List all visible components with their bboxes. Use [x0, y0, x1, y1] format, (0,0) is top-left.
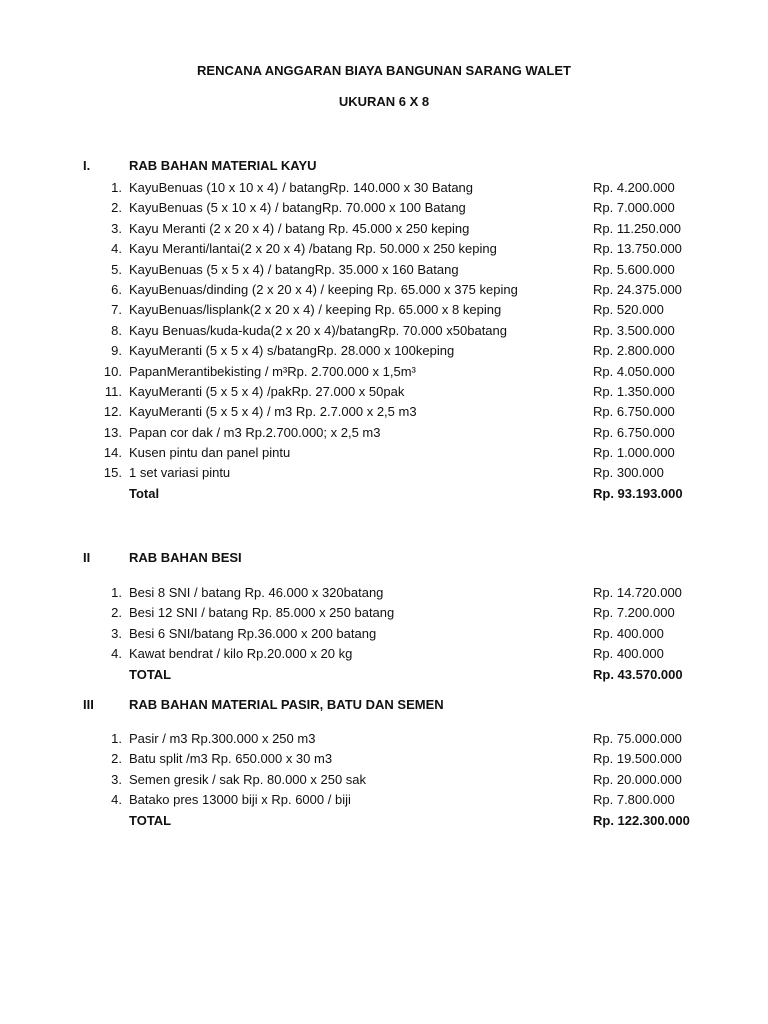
row-number: 14. [103, 445, 122, 461]
section-title: RAB BAHAN BESI [129, 550, 242, 565]
total-amount: Rp. 43.570.000 [593, 666, 683, 682]
row-description: KayuBenuas/lisplank(2 x 20 x 4) / keeping Rp. 65.000 x 8 keping [129, 302, 502, 318]
table-row [0, 463, 768, 483]
row-amount: Rp. 4.050.000 [593, 363, 675, 379]
row-number: 4. [111, 646, 122, 662]
section-besi [0, 550, 768, 685]
row-amount: Rp. 6.750.000 [593, 404, 675, 420]
row-number: 1. [111, 585, 122, 600]
table-row [0, 178, 768, 198]
row-description: PapanMerantibekisting / m³Rp. 2.700.000 x 1,5m³ [129, 363, 416, 379]
total-row [0, 484, 768, 504]
table-row [0, 198, 768, 218]
row-amount: Rp. 6.750.000 [593, 424, 675, 440]
table-row [0, 382, 768, 402]
total-label: TOTAL [129, 666, 172, 682]
row-number: 12. [103, 404, 122, 420]
row-description: KayuMeranti (5 x 5 x 4) / m3 Rp. 2.7.000 x 2,5 m3 [129, 404, 417, 420]
row-amount: Rp. 400.000 [593, 625, 664, 641]
row-description: KayuMeranti (5 x 5 x 4) s/batangRp. 28.000 x 100keping [129, 343, 455, 359]
row-amount: Rp. 4.200.000 [593, 180, 675, 195]
row-amount: Rp. 24.375.000 [593, 281, 682, 297]
row-number: 11. [104, 383, 122, 399]
row-amount: Rp. 7.800.000 [593, 792, 675, 808]
row-description: Kayu Benuas/kuda-kuda(2 x 20 x 4)/batangRp. 70.000 x50batang [129, 322, 507, 338]
row-amount: Rp. 300.000 [593, 465, 664, 481]
table-row [0, 749, 768, 769]
total-label: TOTAL [129, 812, 172, 828]
page-title: RENCANA ANGGARAN BIAYA BANGUNAN SARANG WALET [197, 63, 571, 78]
table-row [0, 402, 768, 422]
row-amount: Rp. 7.200.000 [593, 605, 675, 621]
row-number: 2. [111, 200, 122, 216]
table-row [0, 362, 768, 382]
row-number: 7. [111, 302, 122, 318]
row-description: KayuBenuas (5 x 10 x 4) / batangRp. 70.000 x 100 Batang [129, 200, 466, 216]
row-amount: Rp. 5.600.000 [593, 261, 675, 277]
row-amount: Rp. 19.500.000 [593, 751, 682, 767]
total-amount: Rp. 122.300.000 [593, 812, 690, 828]
row-description: Besi 6 SNI/batang Rp.36.000 x 200 batang [129, 625, 377, 641]
row-description: Pasir / m3 Rp.300.000 x 250 m3 [129, 731, 316, 746]
row-amount: Rp. 1.000.000 [593, 445, 675, 461]
table-row [0, 219, 768, 239]
row-description: 1 set variasi pintu [129, 465, 231, 481]
table-row [0, 423, 768, 443]
table-row [0, 770, 768, 790]
row-number: 2. [111, 751, 122, 767]
table-row [0, 729, 768, 749]
row-description: Papan cor dak / m3 Rp.2.700.000; x 2,5 m3 [129, 424, 381, 440]
row-amount: Rp. 14.720.000 [593, 585, 682, 600]
row-number: 6. [111, 281, 122, 297]
row-amount: Rp. 1.350.000 [593, 383, 675, 399]
table-row [0, 321, 768, 341]
row-description: Batu split /m3 Rp. 650.000 x 30 m3 [129, 751, 333, 767]
row-description: KayuBenuas/dinding (2 x 20 x 4) / keeping Rp. 65.000 x 375 keping [129, 281, 518, 297]
row-amount: Rp. 13.750.000 [593, 241, 682, 257]
row-amount: Rp. 520.000 [593, 302, 664, 318]
row-number: 9. [111, 343, 122, 359]
row-number: 3. [111, 771, 122, 787]
row-number: 13. [103, 424, 122, 440]
row-description: KayuBenuas (5 x 5 x 4) / batangRp. 35.000 x 160 Batang [129, 261, 459, 277]
row-amount: Rp. 75.000.000 [593, 731, 682, 746]
row-number: 2. [111, 605, 122, 621]
row-number: 5. [111, 261, 122, 277]
row-description: KayuMeranti (5 x 5 x 4) /pakRp. 27.000 x 50pak [129, 383, 405, 399]
row-amount: Rp. 20.000.000 [593, 771, 682, 787]
row-amount: Rp. 3.500.000 [593, 322, 675, 338]
item-list [0, 178, 768, 504]
section-header [0, 550, 768, 570]
table-row [0, 280, 768, 300]
row-number: 10. [103, 363, 122, 379]
row-description: Kayu Meranti/lantai(2 x 20 x 4) /batang Rp. 50.000 x 250 keping [129, 241, 497, 257]
row-number: 4. [111, 241, 122, 257]
row-description: Besi 8 SNI / batang Rp. 46.000 x 320batang [129, 585, 384, 600]
row-description: Kayu Meranti (2 x 20 x 4) / batang Rp. 45.000 x 250 keping [129, 220, 470, 236]
row-description: Kawat bendrat / kilo Rp.20.000 x 20 kg [129, 646, 353, 662]
row-amount: Rp. 7.000.000 [593, 200, 675, 216]
total-row [0, 665, 768, 685]
row-number: 3. [111, 625, 122, 641]
table-row [0, 260, 768, 280]
section-kayu [0, 158, 768, 504]
section-title: RAB BAHAN MATERIAL KAYU [129, 158, 317, 173]
section-number: II [83, 550, 91, 565]
section-title: RAB BAHAN MATERIAL PASIR, BATU DAN SEMEN [129, 697, 444, 712]
row-description: Kusen pintu dan panel pintu [129, 445, 291, 461]
row-description: Semen gresik / sak Rp. 80.000 x 250 sak [129, 771, 367, 787]
row-number: 1. [111, 731, 122, 746]
page-subtitle: UKURAN 6 X 8 [338, 94, 430, 109]
row-number: 3. [111, 220, 122, 236]
row-description: Besi 12 SNI / batang Rp. 85.000 x 250 batang [129, 605, 395, 621]
table-row [0, 341, 768, 361]
table-row [0, 583, 768, 603]
row-number: 15. [103, 465, 122, 481]
row-number: 4. [111, 792, 122, 808]
table-row [0, 443, 768, 463]
table-row [0, 624, 768, 644]
row-amount: Rp. 400.000 [593, 646, 664, 662]
section-header [0, 158, 768, 178]
section-number: I. [83, 158, 91, 173]
row-amount: Rp. 2.800.000 [593, 343, 675, 359]
row-description: Batako pres 13000 biji x Rp. 6000 / biji [129, 792, 351, 808]
table-row [0, 300, 768, 320]
row-amount: Rp. 11.250.000 [593, 220, 681, 236]
section-header [0, 697, 768, 717]
section-pasir-batu-semen [0, 697, 768, 831]
table-row [0, 644, 768, 664]
total-row [0, 811, 768, 831]
total-amount: Rp. 93.193.000 [593, 485, 683, 501]
item-list [0, 583, 768, 685]
total-label: Total [129, 485, 160, 501]
table-row [0, 239, 768, 259]
item-list [0, 729, 768, 831]
table-row [0, 790, 768, 810]
section-number: III [83, 697, 94, 712]
row-description: KayuBenuas (10 x 10 x 4) / batangRp. 140.000 x 30 Batang [129, 180, 474, 195]
table-row [0, 603, 768, 623]
row-number: 8. [111, 322, 122, 338]
row-number: 1. [111, 180, 122, 195]
